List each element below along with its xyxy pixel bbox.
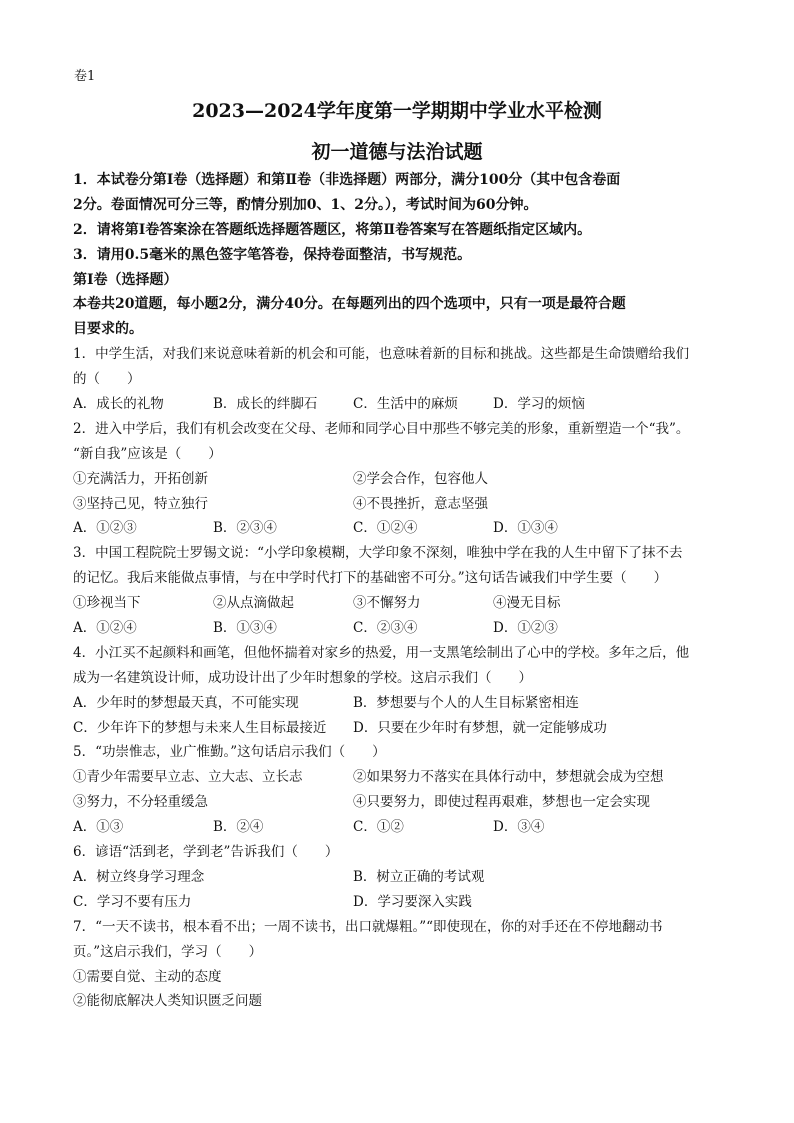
item-3: ③不懈努力 [353, 595, 421, 612]
question-2-items [73, 467, 723, 492]
option-a: A．①②④ [73, 620, 137, 637]
question-1-stem: 的（ ） [73, 371, 141, 388]
question-3-options [73, 616, 723, 641]
question-1-stem: 1．中学生活，对我们来说意味着新的机会和可能，也意味着新的目标和挑战。这些都是生命馈赠给我们 [73, 346, 690, 363]
item-1: ①充满活力，开拓创新 [73, 470, 208, 487]
option-c: C．学习不要有压力 [73, 893, 192, 910]
item-2: ②如果努力不落实在具体行动中，梦想就会成为空想 [353, 769, 664, 786]
option-c: C．生活中的麻烦 [353, 396, 458, 413]
question-7-item: ①需要自觉、主动的态度 [73, 968, 222, 985]
question-4-stem: 成为一名建筑设计师，成功设计出了少年时想象的学校。这启示我们（ ） [73, 669, 532, 686]
question-2-stem: 2．进入中学后，我们有机会改变在父母、老师和同学心目中那些不够完美的形象，重新塑造一个“我”。 [73, 420, 690, 437]
option-b: B．树立正确的考试观 [353, 868, 485, 885]
option-d: D．③④ [493, 819, 545, 836]
item-4: ④不畏挫折，意志坚强 [353, 495, 488, 512]
question-6-stem: 6．谚语“活到老，学到老”告诉我们（ ） [73, 844, 339, 861]
question-6-options [73, 865, 723, 890]
option-a: A．少年时的梦想最天真，不可能实现 [73, 694, 299, 711]
option-b: B．②④ [213, 819, 264, 836]
section-desc: 本卷共20道题，每小题2分，满分40分。在每题列出的四个选项中，只有一项是最符合题 [73, 296, 626, 313]
question-3-items [73, 591, 723, 616]
option-d: D．①②③ [493, 620, 558, 637]
option-d: D．只要在少年时有梦想，就一定能够成功 [353, 719, 607, 736]
option-c: C．②③④ [353, 620, 418, 637]
option-b: B．成长的绊脚石 [213, 396, 318, 413]
question-4-stem: 4．小江买不起颜料和画笔，但他怀揣着对家乡的热爱，用一支黑笔绘制出了心中的学校。多年之后，他 [73, 644, 690, 661]
option-c: C．①②④ [353, 520, 418, 537]
option-b: B．①③④ [213, 620, 277, 637]
option-a: A．成长的礼物 [73, 396, 164, 413]
option-c: C．少年许下的梦想与未来人生目标最接近 [73, 719, 327, 736]
question-1-options [73, 392, 723, 417]
option-d: D．学习要深入实践 [353, 893, 472, 910]
question-3-stem: 3．中国工程院院士罗锡文说：“小学印象模糊，大学印象不深刻，唯独中学在我的人生中留下了抹不去 [73, 545, 683, 562]
question-4-options [73, 716, 723, 741]
instruction-line: 3．请用0.5毫米的黑色签字笔答卷，保持卷面整洁，书写规范。 [73, 246, 472, 263]
question-5-stem: 5．“功崇惟志，业广惟勤。”这句话启示我们（ ） [73, 744, 386, 761]
section-title: 第Ⅰ卷（选择题） [73, 271, 178, 288]
option-b: B．梦想要与个人的人生目标紧密相连 [353, 694, 579, 711]
question-5-items [73, 790, 723, 815]
item-3: ③努力，不分轻重缓急 [73, 794, 208, 811]
option-c: C．①② [353, 819, 404, 836]
question-3-stem: 的记忆。我后来能做点事情，与在中学时代打下的基础密不可分。”这句话告诫我们中学生要（ ） [73, 570, 668, 587]
option-b: B．②③④ [213, 520, 277, 537]
item-4: ④漫无目标 [493, 595, 561, 612]
question-2-stem: “新自我”应该是（ ） [73, 445, 222, 462]
question-7-stem: 页。”这启示我们，学习（ ） [73, 943, 263, 960]
option-a: A．树立终身学习理念 [73, 868, 205, 885]
item-2: ②学会合作，包容他人 [353, 470, 488, 487]
item-1: ①青少年需要早立志、立大志、立长志 [73, 769, 303, 786]
instruction-line: 1．本试卷分第Ⅰ卷（选择题）和第Ⅱ卷（非选择题）两部分，满分100分（其中包含卷面 [73, 172, 621, 188]
instruction-line: 2．请将第Ⅰ卷答案涂在答题纸选择题答题区，将第Ⅱ卷答案写在答题纸指定区域内。 [73, 221, 592, 238]
question-7-stem: 7．“一天不读书，根本看不出；一周不读书，出口就爆粗。”“即使现在，你的对手还在不停地翻动书 [73, 918, 663, 935]
item-2: ②从点滴做起 [213, 595, 294, 612]
paper-label: 卷1 [74, 69, 96, 84]
section-desc: 目要求的。 [73, 321, 143, 338]
option-a: A．①③ [73, 819, 124, 836]
question-2-options [73, 516, 723, 541]
exam-content [73, 168, 723, 1014]
item-1: ①珍视当下 [73, 595, 141, 612]
question-5-items [73, 765, 723, 790]
instruction-line: 2分。卷面情况可分三等，酌情分别加0、1、2分。），考试时间为60分钟。 [73, 196, 538, 213]
item-4: ④只要努力，即使过程再艰难，梦想也一定会实现 [353, 794, 650, 811]
question-5-options [73, 815, 723, 840]
question-4-options [73, 691, 723, 716]
question-7-item: ②能彻底解决人类知识匮乏问题 [73, 993, 262, 1010]
question-2-items [73, 492, 723, 517]
exam-subtitle: 初一道德与法治试题 [311, 141, 483, 163]
option-d: D．学习的烦恼 [493, 396, 585, 413]
option-a: A．①②③ [73, 520, 137, 537]
question-6-options [73, 890, 723, 915]
item-3: ③坚持己见，特立独行 [73, 495, 208, 512]
exam-title: 2023—2024学年度第一学期期中学业水平检测 [192, 100, 602, 122]
option-d: D．①③④ [493, 520, 558, 537]
